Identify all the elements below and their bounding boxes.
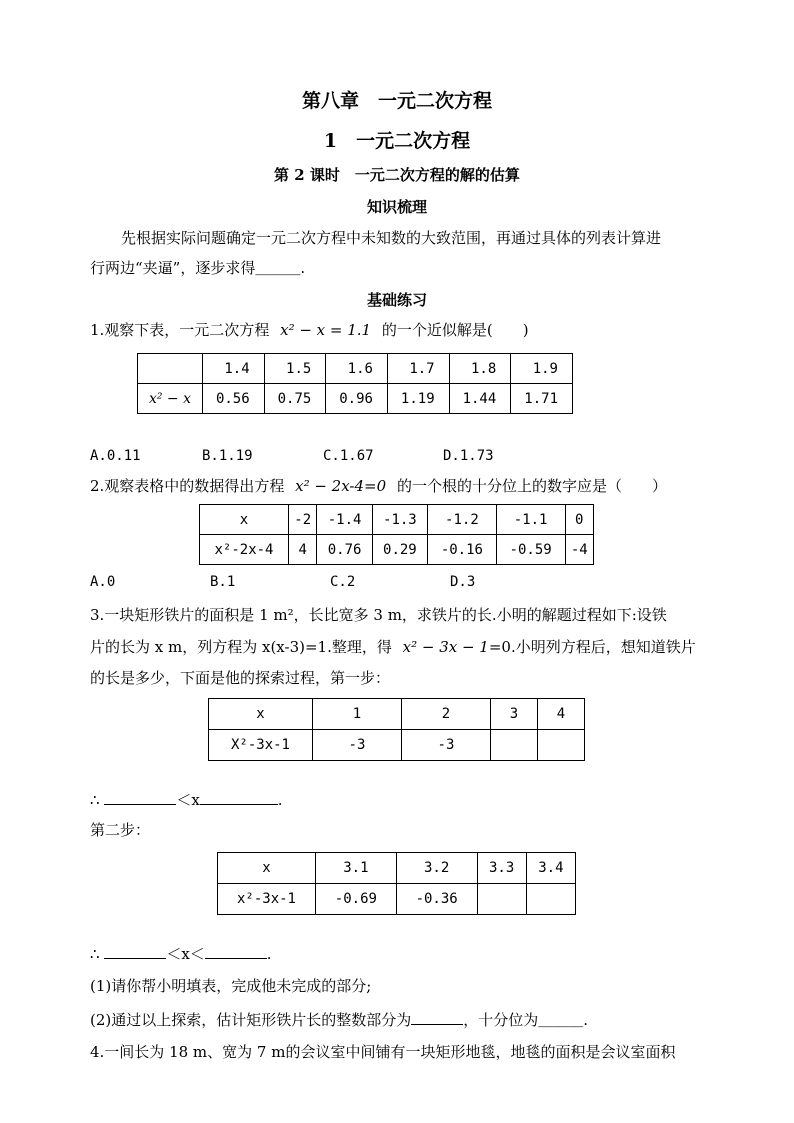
table-cell: 2 xyxy=(401,699,490,730)
table-cell: 0.75 xyxy=(264,384,326,414)
table-cell: 1.5 xyxy=(264,354,326,384)
table-row xyxy=(209,699,585,730)
table-cell: -0.69 xyxy=(316,884,397,915)
q3-ineq2-end: . xyxy=(266,945,272,963)
table-cell: 1.6 xyxy=(326,354,388,384)
q3-ineq1-mid: ＜x xyxy=(176,791,200,809)
table-cell: 4 xyxy=(289,535,317,565)
q3-sub-1: (1)请你帮小明填表，完成他未完成的部分; xyxy=(90,977,372,995)
q1-stem xyxy=(90,316,529,344)
table-cell: x² − x xyxy=(138,384,203,414)
table-cell: 3.1 xyxy=(316,853,397,884)
q2-suffix: 的一个根的十分位上的数字应是（ ） xyxy=(396,477,667,495)
table-cell: -3 xyxy=(313,730,402,761)
q3-line-1: 3.一块矩形铁片的面积是 1 m²，长比宽多 3 m，求铁片的长.小明的解题过程如下:设铁 xyxy=(90,606,667,624)
basic-heading: 基础练习 xyxy=(366,291,427,309)
q3-inequality-1 xyxy=(90,786,283,814)
table-cell: x xyxy=(218,853,316,884)
table-cell: 1.19 xyxy=(387,384,449,414)
q1-equation: x² − x = 1.1 xyxy=(280,321,372,339)
answer-blank[interactable] xyxy=(205,958,267,959)
therefore-symbol: ∴ xyxy=(90,945,100,963)
table-cell: 1.7 xyxy=(387,354,449,384)
q1-option-c: C.1.67 xyxy=(323,448,374,464)
table-row xyxy=(138,384,573,414)
q3-table-1 xyxy=(208,698,585,761)
table-cell: 4 xyxy=(537,699,584,730)
q3-inequality-2 xyxy=(90,940,272,968)
table-cell: 1.44 xyxy=(449,384,511,414)
q1-suffix: 的一个近似解是( ) xyxy=(381,321,529,339)
q2-option-b: B.1 xyxy=(210,574,236,590)
q3-sub-2b: ，十分位为＿＿＿. xyxy=(463,1011,589,1029)
table-cell: -3 xyxy=(401,730,490,761)
table-cell[interactable] xyxy=(537,730,584,761)
q3-sub-2 xyxy=(90,1006,588,1034)
table-cell: 0.96 xyxy=(326,384,388,414)
knowledge-heading: 知识梳理 xyxy=(366,198,427,216)
q3-line-2b: =0.小明列方程后，想知道铁片 xyxy=(488,638,696,656)
q2-table xyxy=(199,504,594,565)
table-cell: x²-2x-4 xyxy=(200,535,289,565)
table-cell: 0 xyxy=(565,505,594,535)
table-cell: 1 xyxy=(313,699,402,730)
table-row xyxy=(218,853,576,884)
table-row xyxy=(200,535,594,565)
table-cell: 3.4 xyxy=(526,853,575,884)
table-cell: 0.29 xyxy=(372,535,427,565)
table-row xyxy=(209,730,585,761)
table-cell: 0.56 xyxy=(203,384,265,414)
table-cell: 0.76 xyxy=(317,535,372,565)
table-cell: -1.2 xyxy=(428,505,497,535)
therefore-symbol: ∴ xyxy=(90,791,100,809)
table-cell: 3.2 xyxy=(396,853,477,884)
table-cell: -1.4 xyxy=(317,505,372,535)
table-cell: 1.9 xyxy=(511,354,573,384)
table-row xyxy=(138,354,573,384)
q2-prefix: 2.观察表格中的数据得出方程 xyxy=(90,477,285,495)
answer-blank[interactable] xyxy=(104,958,166,959)
table-cell: x²-3x-1 xyxy=(218,884,316,915)
q3-line-3: 的长是多少，下面是他的探索过程，第一步： xyxy=(90,669,391,687)
table-cell: x xyxy=(200,505,289,535)
q4-line-1: 4.一间长为 18 m、宽为 7 m的会议室中间铺有一块矩形地毯，地毯的面积是会议室面积 xyxy=(90,1043,676,1061)
section-title: 1 一元二次方程 xyxy=(323,130,471,152)
q1-option-b: B.1.19 xyxy=(202,448,253,464)
table-cell: -4 xyxy=(565,535,594,565)
q2-equation: x² − 2x-4=0 xyxy=(295,477,387,495)
answer-blank[interactable] xyxy=(200,804,278,805)
q3-line-2a: 片的长为 x m，列方程为 x(x-3)=1.整理，得 xyxy=(90,638,392,656)
table-cell: 1.71 xyxy=(511,384,573,414)
q2-option-d: D.3 xyxy=(450,574,476,590)
table-row xyxy=(218,884,576,915)
table-cell xyxy=(138,354,203,384)
q1-prefix: 1.观察下表，一元二次方程 xyxy=(90,321,270,339)
q1-option-d: D.1.73 xyxy=(443,448,494,464)
q3-ineq2-mid: ＜x＜ xyxy=(166,945,205,963)
table-cell: -0.36 xyxy=(396,884,477,915)
knowledge-line-1: 先根据实际问题确定一元二次方程中未知数的大致范围，再通过具体的列表计算进 xyxy=(121,229,662,247)
knowledge-line-2: 行两边“夹逼”，逐步求得＿＿＿. xyxy=(90,259,306,277)
table-cell: x xyxy=(209,699,313,730)
table-cell: -1.1 xyxy=(496,505,565,535)
q3-ineq1-end: . xyxy=(277,791,283,809)
table-cell[interactable] xyxy=(477,884,526,915)
lesson-title: 第 2 课时 一元二次方程的解的估算 xyxy=(274,166,520,184)
answer-blank[interactable] xyxy=(104,804,176,805)
q2-option-a: A.0 xyxy=(90,574,116,590)
table-cell: 3 xyxy=(490,699,537,730)
q3-equation: x² − 3x − 1 xyxy=(402,638,489,656)
table-cell[interactable] xyxy=(490,730,537,761)
table-cell: 3.3 xyxy=(477,853,526,884)
q1-option-a: A.0.11 xyxy=(90,448,141,464)
q1-table xyxy=(137,353,573,414)
table-cell: -2 xyxy=(289,505,317,535)
answer-blank[interactable] xyxy=(411,1024,463,1025)
table-cell: -1.3 xyxy=(372,505,427,535)
chapter-title: 第八章 一元二次方程 xyxy=(301,90,492,112)
table-cell[interactable] xyxy=(526,884,575,915)
table-cell: X²-3x-1 xyxy=(209,730,313,761)
table-cell: -0.59 xyxy=(496,535,565,565)
table-cell: -0.16 xyxy=(428,535,497,565)
q3-sub-2a: (2)通过以上探索，估计矩形铁片长的整数部分为 xyxy=(90,1011,412,1029)
table-cell: 1.8 xyxy=(449,354,511,384)
q2-option-c: C.2 xyxy=(330,574,356,590)
q3-step-2: 第二步： xyxy=(90,821,151,839)
table-row xyxy=(200,505,594,535)
q3-table-2 xyxy=(217,852,576,915)
table-cell: 1.4 xyxy=(203,354,265,384)
q3-line-2 xyxy=(90,633,696,661)
q2-stem xyxy=(90,472,667,500)
